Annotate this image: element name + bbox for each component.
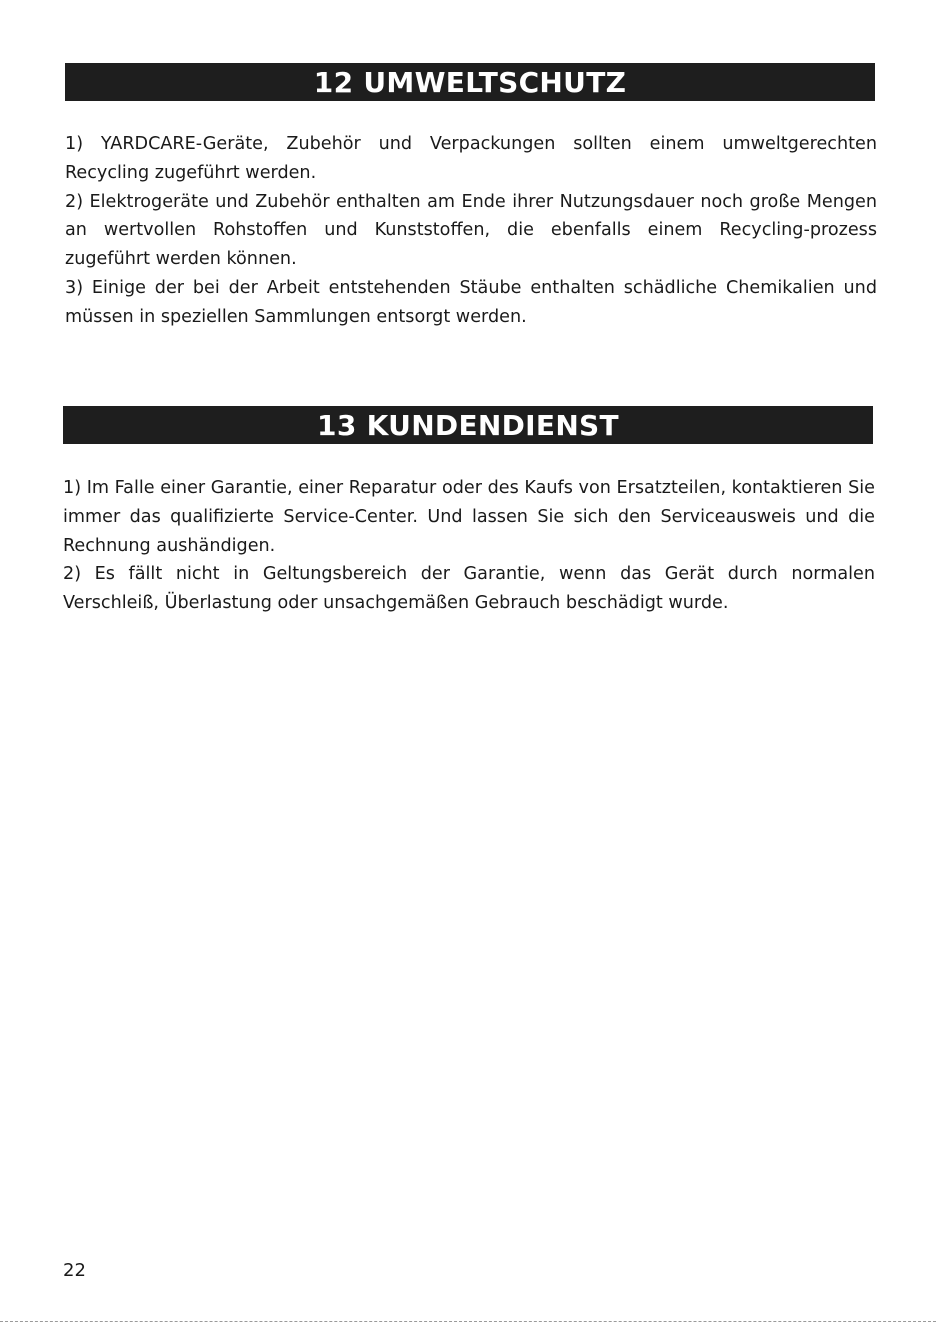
paragraph-kundendienst-1: 1) Im Falle einer Garantie, einer Reparatur oder des Kaufs von Ersatzteilen, kontaktieren Sie immer das qualifizierte Service-Center. Und lassen Sie sich den Serviceausweis und die Rechnung aushändigen. — [63, 478, 875, 556]
paragraph-umweltschutz-2: 2) Elektrogeräte und Zubehör enthalten am Ende ihrer Nutzungsdauer noch große Mengen an wertvollen Rohstoffen und Kunststoffen, die ebenfalls einem Recycling-prozess zugeführt werden können. — [65, 191, 877, 270]
paragraph-umweltschutz-1: 1) YARDCARE-Geräte, Zubehör und Verpackungen sollten einem umweltgerechten Recycling zugeführt werden. — [65, 134, 877, 183]
paragraph-umweltschutz-3: 3) Einige der bei der Arbeit entstehenden Stäube enthalten schädliche Chemikalien und müssen in speziellen Sammlungen entsorgt werden. — [65, 277, 877, 327]
page-number: 22 — [63, 1260, 86, 1281]
section-body-umweltschutz — [65, 130, 877, 332]
section-heading-kundendienst: 13 KUNDENDIENST — [63, 406, 873, 444]
section-body-kundendienst — [63, 474, 875, 618]
page-bottom-divider — [0, 1321, 936, 1322]
paragraph-kundendienst-2: 2) Es fällt nicht in Geltungsbereich der Garantie, wenn das Gerät durch normalen Verschleiß, Überlastung oder unsachgemäßen Gebrauch beschädigt wurde. — [63, 564, 875, 614]
section-heading-umweltschutz: 12 UMWELTSCHUTZ — [65, 63, 875, 101]
